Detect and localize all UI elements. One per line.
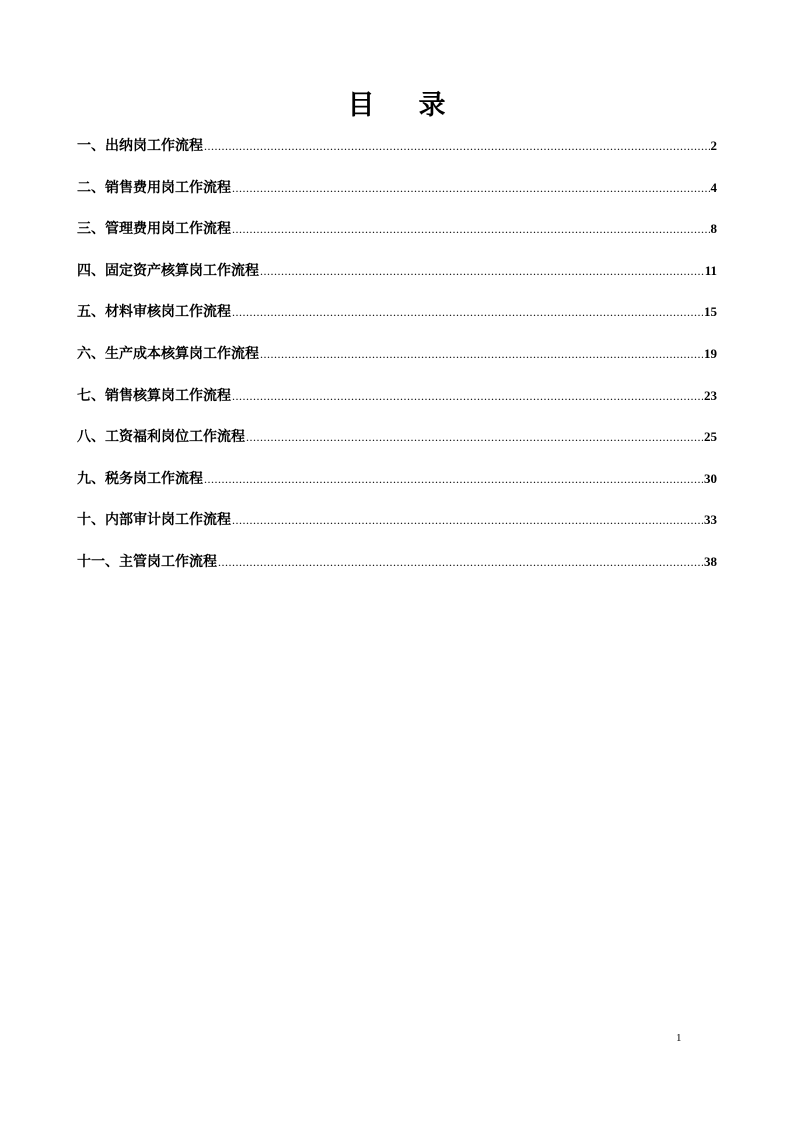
toc-dot-leader xyxy=(260,342,703,366)
toc-entry-page: 25 xyxy=(704,429,717,445)
toc-entry-label: 一、出纳岗工作流程 xyxy=(77,138,203,154)
toc-entry-page: 15 xyxy=(704,304,717,320)
page-title xyxy=(0,86,793,126)
toc-entry-page: 19 xyxy=(704,345,717,361)
toc-dot-leader xyxy=(232,508,703,532)
toc-entry-label: 十、内部审计岗工作流程 xyxy=(77,512,231,529)
toc-entry-page: 2 xyxy=(710,138,717,153)
toc-entry-2[interactable] xyxy=(77,176,717,218)
toc-entry-page: 8 xyxy=(710,221,717,237)
toc-dot-leader xyxy=(246,425,703,449)
toc-entry-label: 二、销售费用岗工作流程 xyxy=(77,179,231,196)
toc-entry-label: 八、工资福利岗位工作流程 xyxy=(77,429,245,446)
page-title-part2: 录 xyxy=(418,90,446,121)
toc-entry-11[interactable] xyxy=(77,550,717,592)
toc-entry-page: 23 xyxy=(704,387,717,403)
toc-entry-4[interactable] xyxy=(77,259,717,301)
toc-dot-leader xyxy=(232,300,703,324)
toc-entry-10[interactable] xyxy=(77,508,717,550)
toc-entry-5[interactable] xyxy=(77,300,717,342)
toc-dot-leader xyxy=(260,259,704,283)
toc-dot-leader xyxy=(204,467,703,491)
toc-entry-8[interactable] xyxy=(77,425,717,467)
toc-entry-9[interactable] xyxy=(77,467,717,509)
toc-entry-label: 六、生产成本核算岗工作流程 xyxy=(77,345,259,362)
toc-dot-leader xyxy=(232,217,710,241)
toc-entry-3[interactable] xyxy=(77,217,717,259)
toc-dot-leader xyxy=(218,550,703,574)
toc-entry-label: 五、材料审核岗工作流程 xyxy=(77,304,231,321)
toc-entry-page: 11 xyxy=(704,262,717,278)
toc-dot-leader xyxy=(204,134,710,158)
toc-entry-label: 四、固定资产核算岗工作流程 xyxy=(77,262,259,279)
toc-entry-label: 七、销售核算岗工作流程 xyxy=(77,387,231,404)
toc-dot-leader xyxy=(232,384,703,408)
table-of-contents xyxy=(77,134,717,592)
toc-entry-1[interactable] xyxy=(77,134,717,176)
toc-entry-label: 三、管理费用岗工作流程 xyxy=(77,221,231,238)
page-title-part1: 目 xyxy=(347,90,375,121)
toc-entry-page: 4 xyxy=(710,179,717,195)
toc-entry-6[interactable] xyxy=(77,342,717,384)
toc-entry-7[interactable] xyxy=(77,384,717,426)
toc-entry-page: 30 xyxy=(704,470,717,486)
toc-entry-page: 38 xyxy=(704,553,717,569)
toc-dot-leader xyxy=(232,176,710,200)
page-number: 1 xyxy=(676,1032,682,1044)
toc-entry-label: 十一、主管岗工作流程 xyxy=(77,553,217,570)
toc-entry-label: 九、税务岗工作流程 xyxy=(77,470,203,487)
toc-entry-page: 33 xyxy=(704,512,717,528)
